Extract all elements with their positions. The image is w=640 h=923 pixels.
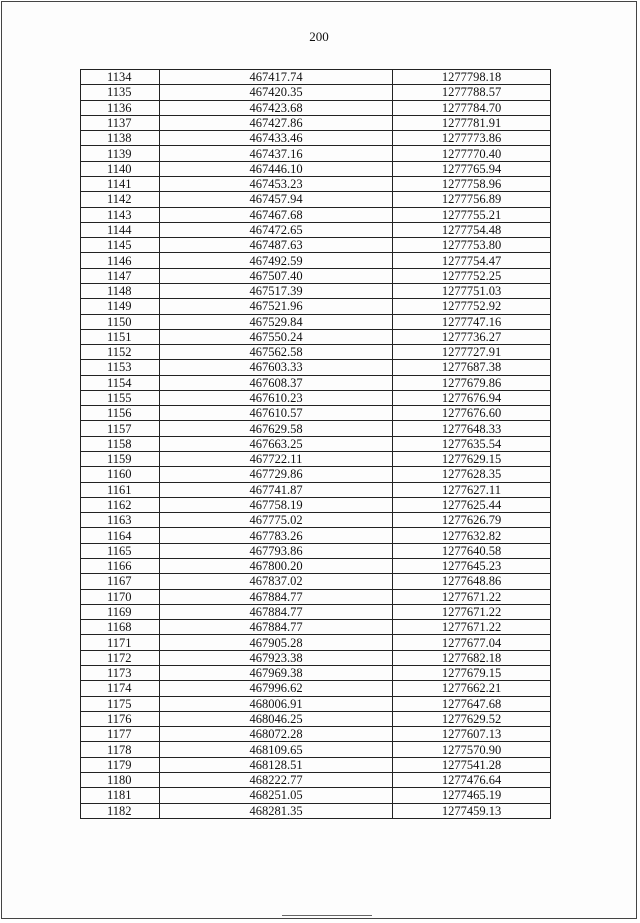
y-coordinate-cell: 1277687.38 bbox=[393, 360, 551, 375]
y-coordinate-cell: 1277756.89 bbox=[393, 192, 551, 207]
point-number-cell: 1159 bbox=[81, 452, 160, 467]
table-row bbox=[81, 635, 551, 650]
x-coordinate-cell: 467884.77 bbox=[160, 620, 393, 635]
table-row bbox=[81, 421, 551, 436]
x-coordinate-cell: 467423.68 bbox=[160, 100, 393, 115]
x-coordinate-cell: 467629.58 bbox=[160, 421, 393, 436]
point-number-cell: 1175 bbox=[81, 696, 160, 711]
x-coordinate-cell: 467837.02 bbox=[160, 574, 393, 589]
y-coordinate-cell: 1277736.27 bbox=[393, 329, 551, 344]
point-number-cell: 1136 bbox=[81, 100, 160, 115]
y-coordinate-cell: 1277662.21 bbox=[393, 681, 551, 696]
y-coordinate-cell: 1277570.90 bbox=[393, 742, 551, 757]
x-coordinate-cell: 467775.02 bbox=[160, 513, 393, 528]
x-coordinate-cell: 467884.77 bbox=[160, 604, 393, 619]
y-coordinate-cell: 1277752.92 bbox=[393, 299, 551, 314]
point-number-cell: 1179 bbox=[81, 757, 160, 772]
point-number-cell: 1140 bbox=[81, 161, 160, 176]
point-number-cell: 1160 bbox=[81, 467, 160, 482]
y-coordinate-cell: 1277671.22 bbox=[393, 604, 551, 619]
coordinates-table bbox=[80, 69, 551, 819]
table-row bbox=[81, 314, 551, 329]
y-coordinate-cell: 1277788.57 bbox=[393, 85, 551, 100]
table-row bbox=[81, 390, 551, 405]
point-number-cell: 1171 bbox=[81, 635, 160, 650]
table-row bbox=[81, 727, 551, 742]
x-coordinate-cell: 467603.33 bbox=[160, 360, 393, 375]
x-coordinate-cell: 467427.86 bbox=[160, 115, 393, 130]
point-number-cell: 1135 bbox=[81, 85, 160, 100]
x-coordinate-cell: 467969.38 bbox=[160, 665, 393, 680]
point-number-cell: 1151 bbox=[81, 329, 160, 344]
table-row bbox=[81, 543, 551, 558]
point-number-cell: 1167 bbox=[81, 574, 160, 589]
x-coordinate-cell: 468072.28 bbox=[160, 727, 393, 742]
table-row bbox=[81, 788, 551, 803]
x-coordinate-cell: 467610.23 bbox=[160, 390, 393, 405]
y-coordinate-cell: 1277541.28 bbox=[393, 757, 551, 772]
point-number-cell: 1168 bbox=[81, 620, 160, 635]
y-coordinate-cell: 1277773.86 bbox=[393, 131, 551, 146]
x-coordinate-cell: 468046.25 bbox=[160, 711, 393, 726]
table-row bbox=[81, 497, 551, 512]
table-row bbox=[81, 115, 551, 130]
table-row bbox=[81, 742, 551, 757]
x-coordinate-cell: 467417.74 bbox=[160, 70, 393, 85]
point-number-cell: 1145 bbox=[81, 238, 160, 253]
y-coordinate-cell: 1277459.13 bbox=[393, 803, 551, 818]
y-coordinate-cell: 1277635.54 bbox=[393, 436, 551, 451]
x-coordinate-cell: 468251.05 bbox=[160, 788, 393, 803]
point-number-cell: 1158 bbox=[81, 436, 160, 451]
table-row bbox=[81, 176, 551, 191]
x-coordinate-cell: 467722.11 bbox=[160, 452, 393, 467]
x-coordinate-cell: 468281.35 bbox=[160, 803, 393, 818]
y-coordinate-cell: 1277752.25 bbox=[393, 268, 551, 283]
x-coordinate-cell: 467507.40 bbox=[160, 268, 393, 283]
table-row bbox=[81, 70, 551, 85]
table-row bbox=[81, 161, 551, 176]
bottom-rule bbox=[282, 915, 372, 916]
table-row bbox=[81, 299, 551, 314]
x-coordinate-cell: 467729.86 bbox=[160, 467, 393, 482]
point-number-cell: 1180 bbox=[81, 772, 160, 787]
y-coordinate-cell: 1277648.86 bbox=[393, 574, 551, 589]
x-coordinate-cell: 468222.77 bbox=[160, 772, 393, 787]
y-coordinate-cell: 1277755.21 bbox=[393, 207, 551, 222]
y-coordinate-cell: 1277770.40 bbox=[393, 146, 551, 161]
table-row bbox=[81, 131, 551, 146]
x-coordinate-cell: 467521.96 bbox=[160, 299, 393, 314]
x-coordinate-cell: 467996.62 bbox=[160, 681, 393, 696]
x-coordinate-cell: 468006.91 bbox=[160, 696, 393, 711]
point-number-cell: 1174 bbox=[81, 681, 160, 696]
point-number-cell: 1165 bbox=[81, 543, 160, 558]
table-row bbox=[81, 467, 551, 482]
point-number-cell: 1146 bbox=[81, 253, 160, 268]
y-coordinate-cell: 1277758.96 bbox=[393, 176, 551, 191]
y-coordinate-cell: 1277640.58 bbox=[393, 543, 551, 558]
x-coordinate-cell: 468128.51 bbox=[160, 757, 393, 772]
point-number-cell: 1166 bbox=[81, 559, 160, 574]
table-row bbox=[81, 268, 551, 283]
table-row bbox=[81, 803, 551, 818]
point-number-cell: 1144 bbox=[81, 222, 160, 237]
point-number-cell: 1161 bbox=[81, 482, 160, 497]
table-row bbox=[81, 482, 551, 497]
table-row bbox=[81, 207, 551, 222]
x-coordinate-cell: 467663.25 bbox=[160, 436, 393, 451]
x-coordinate-cell: 467457.94 bbox=[160, 192, 393, 207]
y-coordinate-cell: 1277781.91 bbox=[393, 115, 551, 130]
point-number-cell: 1149 bbox=[81, 299, 160, 314]
point-number-cell: 1148 bbox=[81, 283, 160, 298]
x-coordinate-cell: 467905.28 bbox=[160, 635, 393, 650]
x-coordinate-cell: 467446.10 bbox=[160, 161, 393, 176]
point-number-cell: 1155 bbox=[81, 390, 160, 405]
y-coordinate-cell: 1277628.35 bbox=[393, 467, 551, 482]
table-row bbox=[81, 574, 551, 589]
table-row bbox=[81, 589, 551, 604]
point-number-cell: 1157 bbox=[81, 421, 160, 436]
point-number-cell: 1142 bbox=[81, 192, 160, 207]
y-coordinate-cell: 1277679.15 bbox=[393, 665, 551, 680]
table-row bbox=[81, 222, 551, 237]
point-number-cell: 1182 bbox=[81, 803, 160, 818]
table-row bbox=[81, 345, 551, 360]
table-row bbox=[81, 100, 551, 115]
y-coordinate-cell: 1277629.52 bbox=[393, 711, 551, 726]
y-coordinate-cell: 1277629.15 bbox=[393, 452, 551, 467]
table-row bbox=[81, 375, 551, 390]
x-coordinate-cell: 467492.59 bbox=[160, 253, 393, 268]
table-row bbox=[81, 452, 551, 467]
table-row bbox=[81, 528, 551, 543]
y-coordinate-cell: 1277753.80 bbox=[393, 238, 551, 253]
x-coordinate-cell: 467420.35 bbox=[160, 85, 393, 100]
table-row bbox=[81, 559, 551, 574]
table-row bbox=[81, 513, 551, 528]
y-coordinate-cell: 1277676.94 bbox=[393, 390, 551, 405]
point-number-cell: 1177 bbox=[81, 727, 160, 742]
x-coordinate-cell: 467550.24 bbox=[160, 329, 393, 344]
table-row bbox=[81, 650, 551, 665]
x-coordinate-cell: 467437.16 bbox=[160, 146, 393, 161]
table-row bbox=[81, 85, 551, 100]
point-number-cell: 1147 bbox=[81, 268, 160, 283]
point-number-cell: 1162 bbox=[81, 497, 160, 512]
y-coordinate-cell: 1277647.68 bbox=[393, 696, 551, 711]
point-number-cell: 1134 bbox=[81, 70, 160, 85]
x-coordinate-cell: 467923.38 bbox=[160, 650, 393, 665]
point-number-cell: 1150 bbox=[81, 314, 160, 329]
point-number-cell: 1141 bbox=[81, 176, 160, 191]
y-coordinate-cell: 1277465.19 bbox=[393, 788, 551, 803]
x-coordinate-cell: 467517.39 bbox=[160, 283, 393, 298]
x-coordinate-cell: 467487.63 bbox=[160, 238, 393, 253]
y-coordinate-cell: 1277677.04 bbox=[393, 635, 551, 650]
table-row bbox=[81, 620, 551, 635]
coordinates-table-body bbox=[81, 70, 551, 819]
table-row bbox=[81, 238, 551, 253]
point-number-cell: 1143 bbox=[81, 207, 160, 222]
y-coordinate-cell: 1277607.13 bbox=[393, 727, 551, 742]
x-coordinate-cell: 467562.58 bbox=[160, 345, 393, 360]
point-number-cell: 1153 bbox=[81, 360, 160, 375]
y-coordinate-cell: 1277648.33 bbox=[393, 421, 551, 436]
point-number-cell: 1137 bbox=[81, 115, 160, 130]
x-coordinate-cell: 467610.57 bbox=[160, 406, 393, 421]
y-coordinate-cell: 1277765.94 bbox=[393, 161, 551, 176]
table-row bbox=[81, 696, 551, 711]
y-coordinate-cell: 1277784.70 bbox=[393, 100, 551, 115]
x-coordinate-cell: 467433.46 bbox=[160, 131, 393, 146]
point-number-cell: 1181 bbox=[81, 788, 160, 803]
y-coordinate-cell: 1277754.47 bbox=[393, 253, 551, 268]
y-coordinate-cell: 1277679.86 bbox=[393, 375, 551, 390]
table-row bbox=[81, 604, 551, 619]
point-number-cell: 1170 bbox=[81, 589, 160, 604]
x-coordinate-cell: 467800.20 bbox=[160, 559, 393, 574]
table-row bbox=[81, 253, 551, 268]
y-coordinate-cell: 1277676.60 bbox=[393, 406, 551, 421]
page-number: 200 bbox=[309, 29, 329, 44]
point-number-cell: 1169 bbox=[81, 604, 160, 619]
y-coordinate-cell: 1277632.82 bbox=[393, 528, 551, 543]
y-coordinate-cell: 1277747.16 bbox=[393, 314, 551, 329]
y-coordinate-cell: 1277627.11 bbox=[393, 482, 551, 497]
point-number-cell: 1178 bbox=[81, 742, 160, 757]
x-coordinate-cell: 467608.37 bbox=[160, 375, 393, 390]
y-coordinate-cell: 1277727.91 bbox=[393, 345, 551, 360]
x-coordinate-cell: 467758.19 bbox=[160, 497, 393, 512]
table-row bbox=[81, 757, 551, 772]
point-number-cell: 1138 bbox=[81, 131, 160, 146]
point-number-cell: 1156 bbox=[81, 406, 160, 421]
x-coordinate-cell: 467741.87 bbox=[160, 482, 393, 497]
table-row bbox=[81, 329, 551, 344]
table-row bbox=[81, 283, 551, 298]
y-coordinate-cell: 1277626.79 bbox=[393, 513, 551, 528]
point-number-cell: 1152 bbox=[81, 345, 160, 360]
x-coordinate-cell: 467529.84 bbox=[160, 314, 393, 329]
y-coordinate-cell: 1277751.03 bbox=[393, 283, 551, 298]
point-number-cell: 1139 bbox=[81, 146, 160, 161]
y-coordinate-cell: 1277671.22 bbox=[393, 589, 551, 604]
table-row bbox=[81, 146, 551, 161]
x-coordinate-cell: 468109.65 bbox=[160, 742, 393, 757]
y-coordinate-cell: 1277476.64 bbox=[393, 772, 551, 787]
x-coordinate-cell: 467453.23 bbox=[160, 176, 393, 191]
x-coordinate-cell: 467793.86 bbox=[160, 543, 393, 558]
table-row bbox=[81, 360, 551, 375]
point-number-cell: 1154 bbox=[81, 375, 160, 390]
table-row bbox=[81, 192, 551, 207]
x-coordinate-cell: 467472.65 bbox=[160, 222, 393, 237]
table-row bbox=[81, 711, 551, 726]
table-row bbox=[81, 681, 551, 696]
y-coordinate-cell: 1277645.23 bbox=[393, 559, 551, 574]
table-row bbox=[81, 406, 551, 421]
table-row bbox=[81, 772, 551, 787]
table-row bbox=[81, 436, 551, 451]
x-coordinate-cell: 467467.68 bbox=[160, 207, 393, 222]
x-coordinate-cell: 467783.26 bbox=[160, 528, 393, 543]
point-number-cell: 1172 bbox=[81, 650, 160, 665]
table-row bbox=[81, 665, 551, 680]
y-coordinate-cell: 1277625.44 bbox=[393, 497, 551, 512]
y-coordinate-cell: 1277671.22 bbox=[393, 620, 551, 635]
point-number-cell: 1173 bbox=[81, 665, 160, 680]
x-coordinate-cell: 467884.77 bbox=[160, 589, 393, 604]
y-coordinate-cell: 1277682.18 bbox=[393, 650, 551, 665]
y-coordinate-cell: 1277754.48 bbox=[393, 222, 551, 237]
document-page bbox=[1, 1, 637, 919]
point-number-cell: 1163 bbox=[81, 513, 160, 528]
point-number-cell: 1164 bbox=[81, 528, 160, 543]
y-coordinate-cell: 1277798.18 bbox=[393, 70, 551, 85]
point-number-cell: 1176 bbox=[81, 711, 160, 726]
